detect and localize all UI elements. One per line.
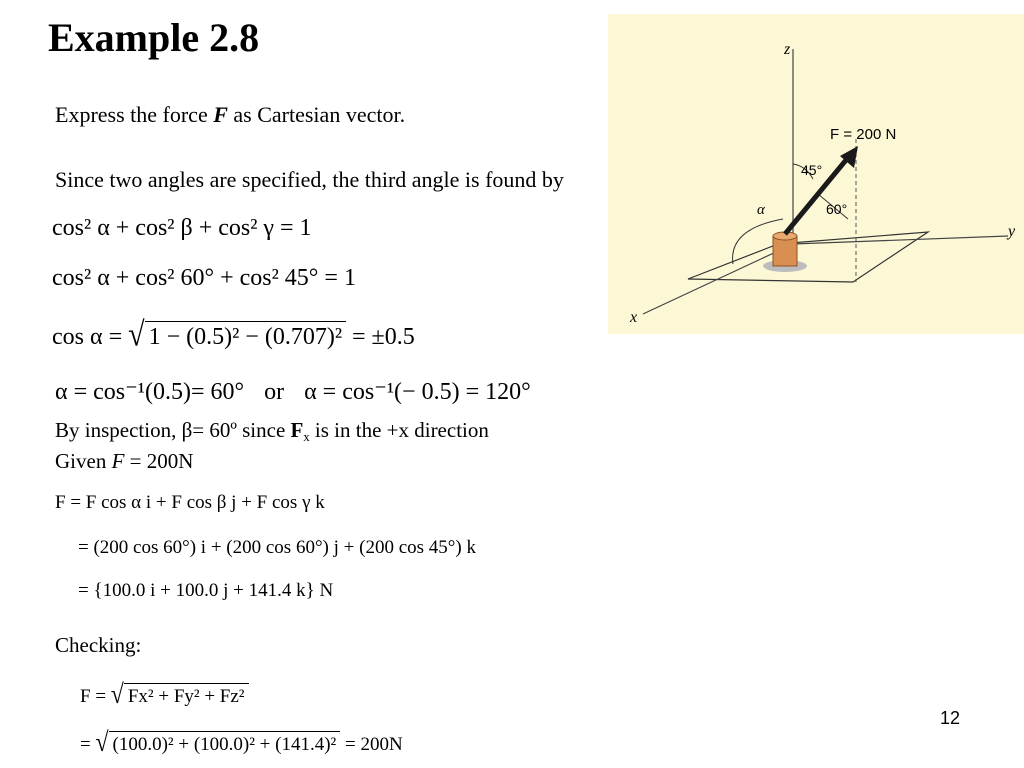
inspection-force: F (290, 418, 304, 442)
inspection-sub: x (303, 429, 310, 444)
given-suffix: = 200N (124, 449, 194, 473)
xy-plane-outline (688, 232, 928, 282)
given-prefix: Given (55, 449, 112, 473)
x-axis-line (643, 244, 793, 314)
angle-alpha-label: α (757, 202, 765, 218)
y-axis-label: y (1008, 223, 1016, 240)
force-vector-line-1: F = F cos α i + F cos β j + F cos γ k (55, 492, 325, 513)
slide-title: Example 2.8 (48, 15, 260, 60)
z-axis-label: z (784, 41, 791, 58)
check1-lhs: F = (80, 686, 111, 707)
eq3-rhs: = ±0.5 (346, 324, 415, 350)
eq1-text: cos² α + cos² β + cos² γ = 1 (52, 215, 312, 241)
equation-alpha-solutions (55, 377, 531, 406)
check2-radicand: (100.0)² + (100.0)² + (141.4)² (109, 731, 341, 756)
force-diagram-svg (608, 14, 1024, 334)
equation-direction-cosines (52, 215, 312, 242)
inspection-suffix: is in the +x direction (309, 418, 489, 442)
inspection-prefix: By inspection, β= 60º since (55, 418, 291, 442)
problem-statement-prefix: Express the force (55, 102, 214, 127)
given-text (55, 449, 193, 474)
eq4-right: α = cos⁻¹(− 0.5) = 120° (304, 379, 531, 405)
checking-label: Checking: (55, 633, 142, 657)
equation-substituted (52, 265, 356, 292)
eq4-left: α = cos⁻¹(0.5)= 60° (55, 379, 245, 405)
equation-cos-alpha (52, 315, 415, 354)
check1-radicand: Fx² + Fy² + Fz² (124, 683, 249, 708)
check1-radical: √ Fx² + Fy² + Fz² (111, 682, 249, 709)
force-symbol: F (213, 102, 228, 127)
given-var: F (111, 449, 125, 473)
check2-rhs: = 200N (340, 734, 403, 755)
check2-radical: √ (100.0)² + (100.0)² + (141.4)² (95, 730, 340, 757)
eq3-radicand: 1 − (0.5)² − (0.707)² (145, 321, 346, 351)
eq2-text: cos² α + cos² 60° + cos² 45° = 1 (52, 265, 356, 291)
angle-60-label: 60° (826, 201, 848, 217)
force-vector-line-2: = (200 cos 60°) i + (200 cos 60°) j + (200 cos 45°) k (78, 537, 476, 558)
inspection-text (55, 418, 489, 443)
problem-statement-suffix: as Cartesian vector. (227, 102, 406, 127)
check2-lhs: = (80, 734, 96, 755)
eq3-lhs: cos α = (52, 324, 129, 350)
force-label: F = 200 N (830, 126, 897, 143)
page-number: 12 (939, 708, 960, 728)
check-magnitude-value (80, 727, 403, 758)
force-diagram (608, 14, 1024, 334)
eq4-or: or (264, 379, 285, 405)
force-vector-result: = {100.0 i + 100.0 j + 141.4 k} N (78, 580, 334, 601)
angle-45-label: 45° (801, 162, 823, 178)
x-axis-label: x (630, 309, 638, 326)
problem-statement (55, 102, 405, 128)
third-angle-text: Since two angles are specified, the third angle is found by (55, 167, 564, 192)
check-magnitude-formula (80, 679, 249, 710)
eq3-radical: √ 1 − (0.5)² − (0.707)² (128, 318, 346, 352)
